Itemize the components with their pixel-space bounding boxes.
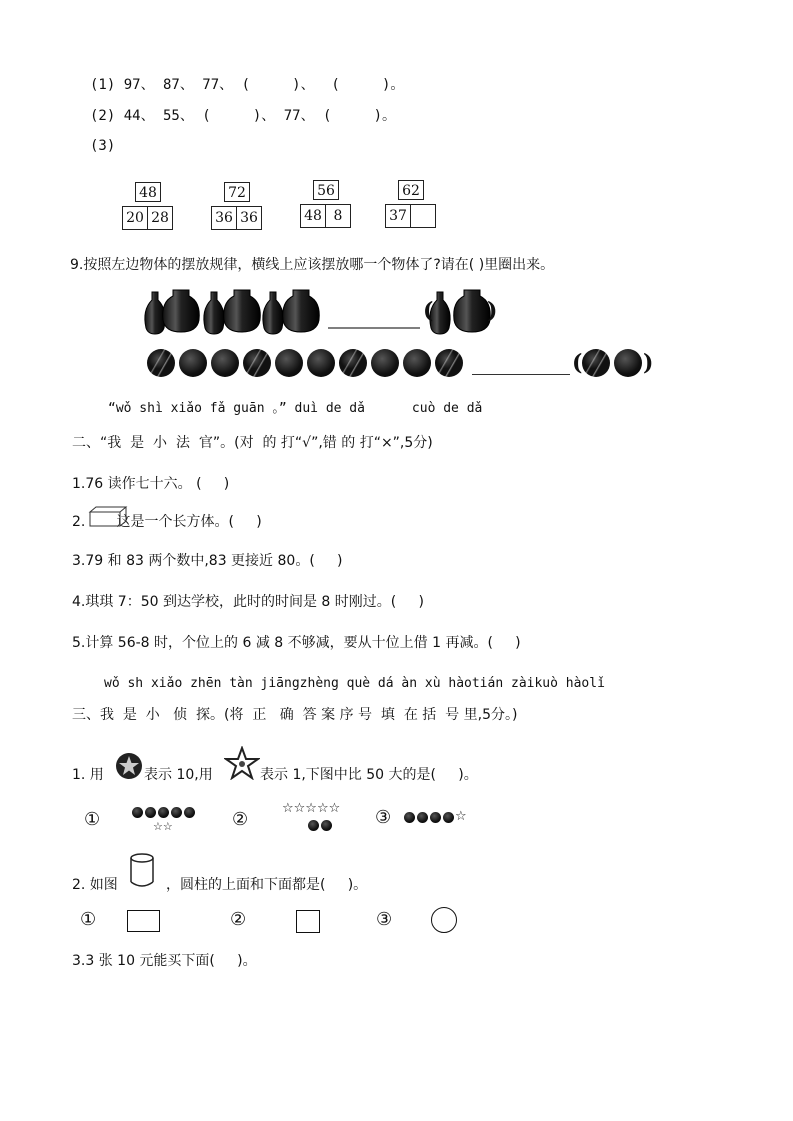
rectangle-shape-icon <box>127 910 160 932</box>
option-3-marker[interactable]: ③ <box>376 909 393 930</box>
striped-ball-icon <box>147 349 175 377</box>
judge-item-1: 1.76 读作七十六。 ( ) <box>72 476 230 492</box>
section3-heading: 三、我 是 小 侦 探。(将 正 确 答 案 序 号 填 在 括 号 里,5分。) <box>72 707 518 723</box>
option-3-marker[interactable]: ③ <box>375 807 392 828</box>
square-shape-icon <box>296 910 320 933</box>
s3-q3-text: 3.3 张 10 元能买下面( )。 <box>72 953 257 969</box>
q9-paren-open-1: ( <box>423 298 434 324</box>
pyramid-4-top: 62 <box>398 180 424 200</box>
solid-ball-icon[interactable] <box>614 349 642 377</box>
starfish-icon <box>224 746 260 780</box>
pyramid-1-left: 20 <box>122 206 148 230</box>
answer-blank-line[interactable] <box>472 374 570 375</box>
slim-vase-icon <box>145 292 165 334</box>
solid-ball-icon <box>275 349 303 377</box>
option-2-marker[interactable]: ② <box>232 809 249 830</box>
striped-ball-icon <box>339 349 367 377</box>
star-ball-icon <box>321 820 332 831</box>
solid-ball-icon <box>307 349 335 377</box>
star-ball-icon <box>158 807 169 818</box>
pyramid-3-left: 48 <box>300 204 326 228</box>
solid-ball-icon <box>371 349 399 377</box>
circle-shape-icon <box>431 907 457 933</box>
option-1-marker[interactable]: ① <box>84 809 101 830</box>
star-ball-icon <box>417 812 428 823</box>
s3-q1-suffix: 表示 1,下图中比 50 大的是( )。 <box>260 767 478 783</box>
option-2-marker[interactable]: ② <box>230 909 247 930</box>
section2-pinyin: “wǒ shì xiǎo fǎ guān 。” duì de dǎ cuò de dǎ <box>108 401 483 416</box>
striped-ball-icon <box>435 349 463 377</box>
pyramid-3-top: 56 <box>313 180 339 200</box>
pyramid-2-top: 72 <box>224 182 250 202</box>
star-ball-icon <box>404 812 415 823</box>
option-1-marker[interactable]: ① <box>80 909 97 930</box>
q9-text: 9.按照左边物体的摆放规律，横线上应该摆放哪一个物体了?请在( )里圈出来。 <box>70 257 555 273</box>
slim-vase-icon <box>204 292 224 334</box>
q8-part3-label: (3) <box>90 138 116 154</box>
q9-paren-open-2: ( <box>572 350 583 376</box>
pyramid-2-right: 36 <box>236 206 262 230</box>
star-ball-icon <box>114 751 144 781</box>
round-vase-icon <box>224 290 261 332</box>
starfish-icon: ☆☆☆☆☆ <box>282 801 341 816</box>
section2-heading: 二、“我 是 小 法 官”。(对 的 打“√”,错 的 打“×”,5分) <box>72 435 433 451</box>
star-ball-icon <box>308 820 319 831</box>
solid-ball-icon <box>179 349 207 377</box>
star-ball-icon <box>132 807 143 818</box>
pyramid-2-left: 36 <box>211 206 237 230</box>
round-vase-icon <box>283 290 320 332</box>
cuboid-icon <box>88 506 128 528</box>
judge-item-5: 5.计算 56-8 时，个位上的 6 减 8 不够减，要从十位上借 1 再减。( ) <box>72 635 521 651</box>
slim-vase-icon <box>263 292 283 334</box>
cylinder-icon <box>128 852 156 890</box>
solid-ball-icon <box>211 349 239 377</box>
striped-ball-icon <box>243 349 271 377</box>
q9-paren-close-1: ) <box>487 298 498 324</box>
round-vase-icon <box>454 290 491 332</box>
judge-item-3: 3.79 和 83 两个数中,83 更接近 80。( ) <box>72 553 343 569</box>
q8-part2: (2) 44、 55、 ( )、 77、 ( )。 <box>90 108 397 124</box>
q9-paren-close-2: ) <box>643 350 654 376</box>
striped-ball-icon[interactable] <box>582 349 610 377</box>
judge-item-4: 4.琪琪 7：50 到达学校，此时的时间是 8 时刚过。( ) <box>72 594 424 610</box>
star-ball-icon <box>145 807 156 818</box>
vase-pattern-row <box>0 288 793 338</box>
starfish-icon: ☆☆ <box>153 820 173 833</box>
pyramid-1-top: 48 <box>135 182 161 202</box>
pyramid-1-right: 28 <box>147 206 173 230</box>
s3-q1-mid: 表示 10,用 <box>144 767 213 783</box>
pyramid-3-right: 8 <box>325 204 351 228</box>
star-ball-icon <box>184 807 195 818</box>
star-ball-icon <box>443 812 454 823</box>
s3-q2-suffix: ，圆柱的上面和下面都是( )。 <box>166 877 368 893</box>
pyramid-4-left: 37 <box>385 204 411 228</box>
section3-pinyin: wǒ sh xiǎo zhēn tàn jiāngzhèng què dá àn xù hàotián zàikuò hàolǐ <box>104 676 605 691</box>
judge-item-2: 2. 这是一个长方体。( ) <box>72 514 262 530</box>
star-ball-icon <box>171 807 182 818</box>
s3-q1-prefix: 1. 用 <box>72 767 104 783</box>
starfish-icon: ☆ <box>455 809 467 824</box>
q8-part1: (1) 97、 87、 77、 ( )、 ( )。 <box>90 77 405 93</box>
round-vase-icon <box>163 290 200 332</box>
s3-q2-prefix: 2. 如图 <box>72 877 118 893</box>
pyramid-4-right[interactable] <box>410 204 436 228</box>
star-ball-icon <box>430 812 441 823</box>
solid-ball-icon <box>403 349 431 377</box>
